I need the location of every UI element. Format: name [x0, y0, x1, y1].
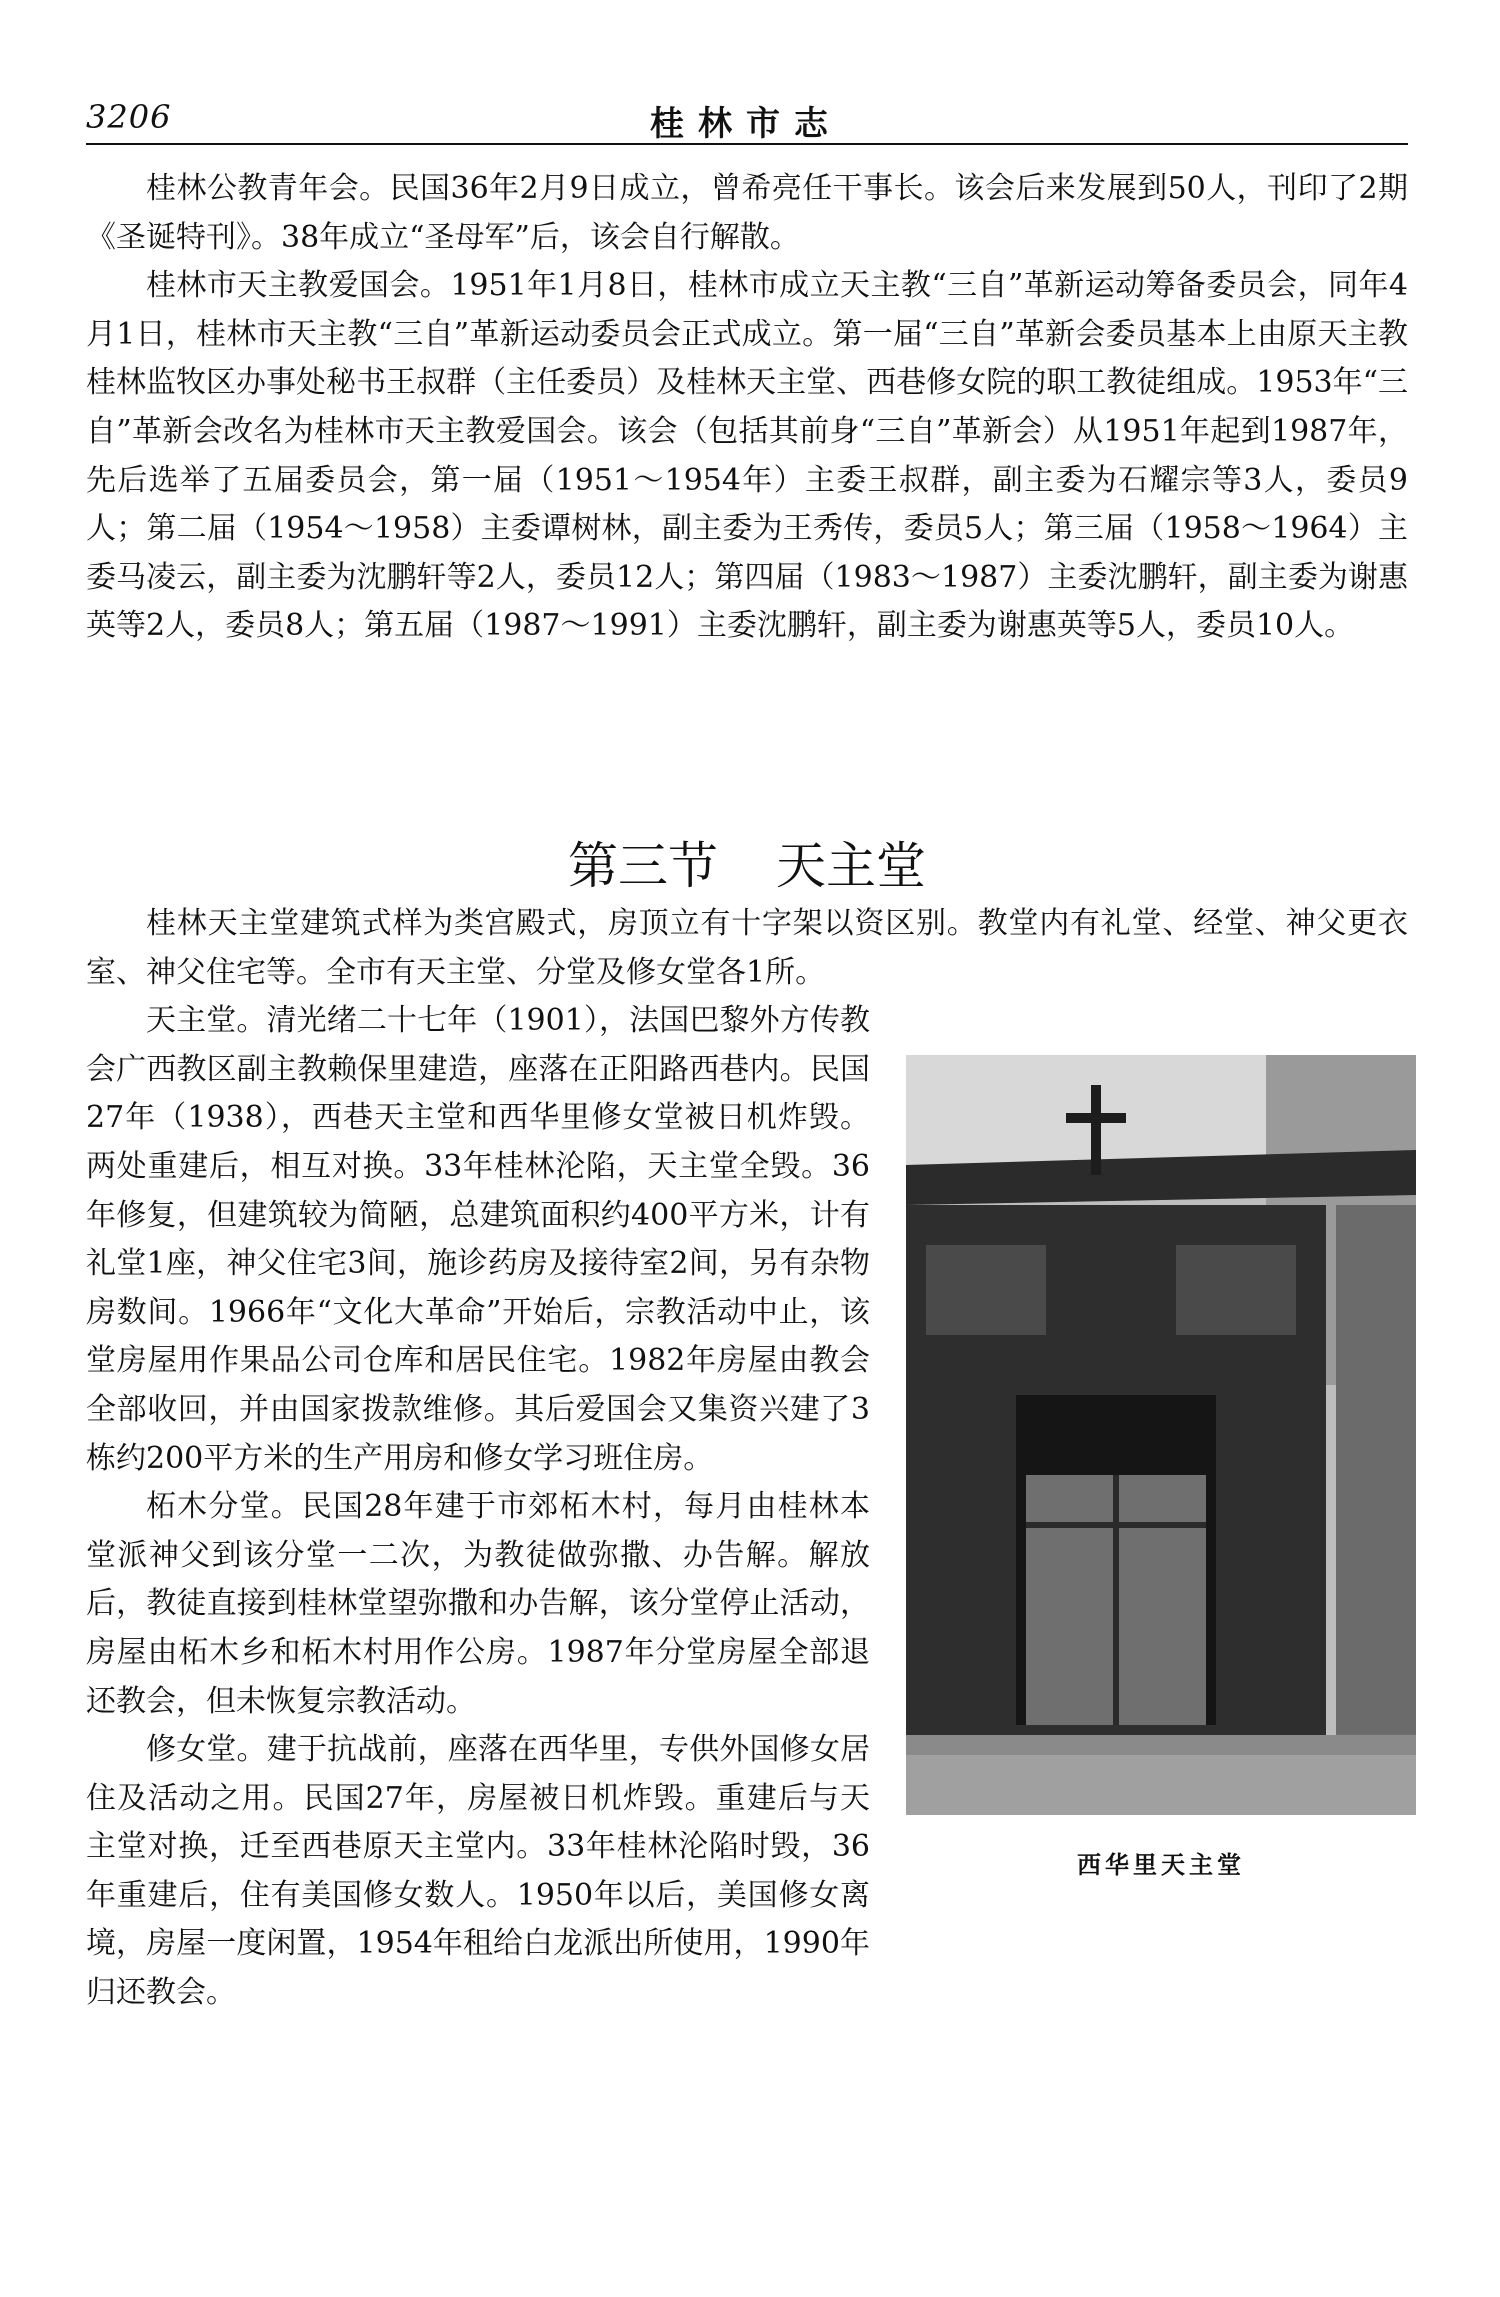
header-rule — [86, 143, 1408, 145]
paragraph-branch-church: 柘木分堂。民国28年建于市郊柘木村，每月由桂林本堂派神父到该分堂一二次，为教徒做弥撒、办告解。解放后，教徒直接到桂林堂望弥撒和办告解，该分堂停止活动，房屋由柘木乡和柘木村用作公房。1987年分堂房屋全部退还教会，但未恢复宗教活动。 — [86, 1489, 870, 1719]
section-title: 天主堂 — [776, 836, 926, 895]
section-heading — [86, 828, 1408, 904]
page-header — [86, 96, 1406, 144]
paragraph-patriotic-association: 桂林市天主教爱国会。1951年1月8日，桂林市成立天主教“三自”革新运动筹备委员会，同年4月1日，桂林市天主教“三自”革新运动委员会正式成立。第一届“三自”革新会委员基本上由原天主教桂林监牧区办事处秘书王叔群（主任委员）及桂林天主堂、西巷修女院的职工教徒组成。1953年“三自”革新会改名为桂林市天主教爱国会。该会（包括其前身“三自”革新会）从1951年起到1987年，先后选举了五届委员会，第一届（1951～1954年）主委王叔群，副主委为石耀宗等3人，委员9人；第二届（1954～1958）主委谭树林，副主委为王秀传，委员5人；第三届（1958～1964）主委马凌云，副主委为沈鹏轩等2人，委员12人；第四届（1983～1987）主委沈鹏轩，副主委为谢惠英等2人，委员8人；第五届（1987～1991）主委沈鹏轩，副主委为谢惠英等5人，委员10人。 — [86, 268, 1408, 644]
church-photo — [906, 1055, 1416, 1815]
paragraph-church-overview: 桂林天主堂建筑式样为类宫殿式，房顶立有十字架以资区别。教堂内有礼堂、经堂、神父更衣室、神父住宅等。全市有天主堂、分堂及修女堂各1所。 — [86, 906, 1408, 990]
running-title: 桂林市志 — [650, 104, 842, 144]
paragraph-youth-association: 桂林公教青年会。民国36年2月9日成立，曾希亮任干事长。该会后来发展到50人，刊印了2期《圣诞特刊》。38年成立“圣母军”后，该会自行解散。 — [86, 171, 1408, 255]
photo-caption: 西华里天主堂 — [1077, 1850, 1245, 1879]
paragraph-convent: 修女堂。建于抗战前，座落在西华里，专供外国修女居住及活动之用。民国27年，房屋被日机炸毁。重建后与天主堂对换，迁至西巷原天主堂内。33年桂林沦陷时毁，36年重建后，住有美国修女数人。1950年以后，美国修女离境，房屋一度闲置，1954年租给白龙派出所使用，1990年归还教会。 — [86, 1732, 870, 2011]
intro-text — [86, 165, 1408, 651]
page-number: 3206 — [86, 98, 172, 136]
church-figure — [906, 1055, 1416, 1879]
paragraph-main-church: 天主堂。清光绪二十七年（1901），法国巴黎外方传教会广西教区副主教赖保里建造，座落在正阳路西巷内。民国27年（1938），西巷天主堂和西华里修女堂被日机炸毁。两处重建后，相互对换。33年桂林沦陷，天主堂全毁。36年修复，但建筑较为简陋，总建筑面积约400平方米，计有礼堂1座，神父住宅3间，施诊药房及接待室2间，另有杂物房数间。1966年“文化大革命”开始后，宗教活动中止，该堂房屋用作果品公司仓库和居民住宅。1982年房屋由教会全部收回，并由国家拨款维修。其后爱国会又集资兴建了3栋约200平方米的生产用房和修女学习班住房。 — [86, 1003, 870, 1476]
section-number: 第三节 — [568, 836, 718, 895]
